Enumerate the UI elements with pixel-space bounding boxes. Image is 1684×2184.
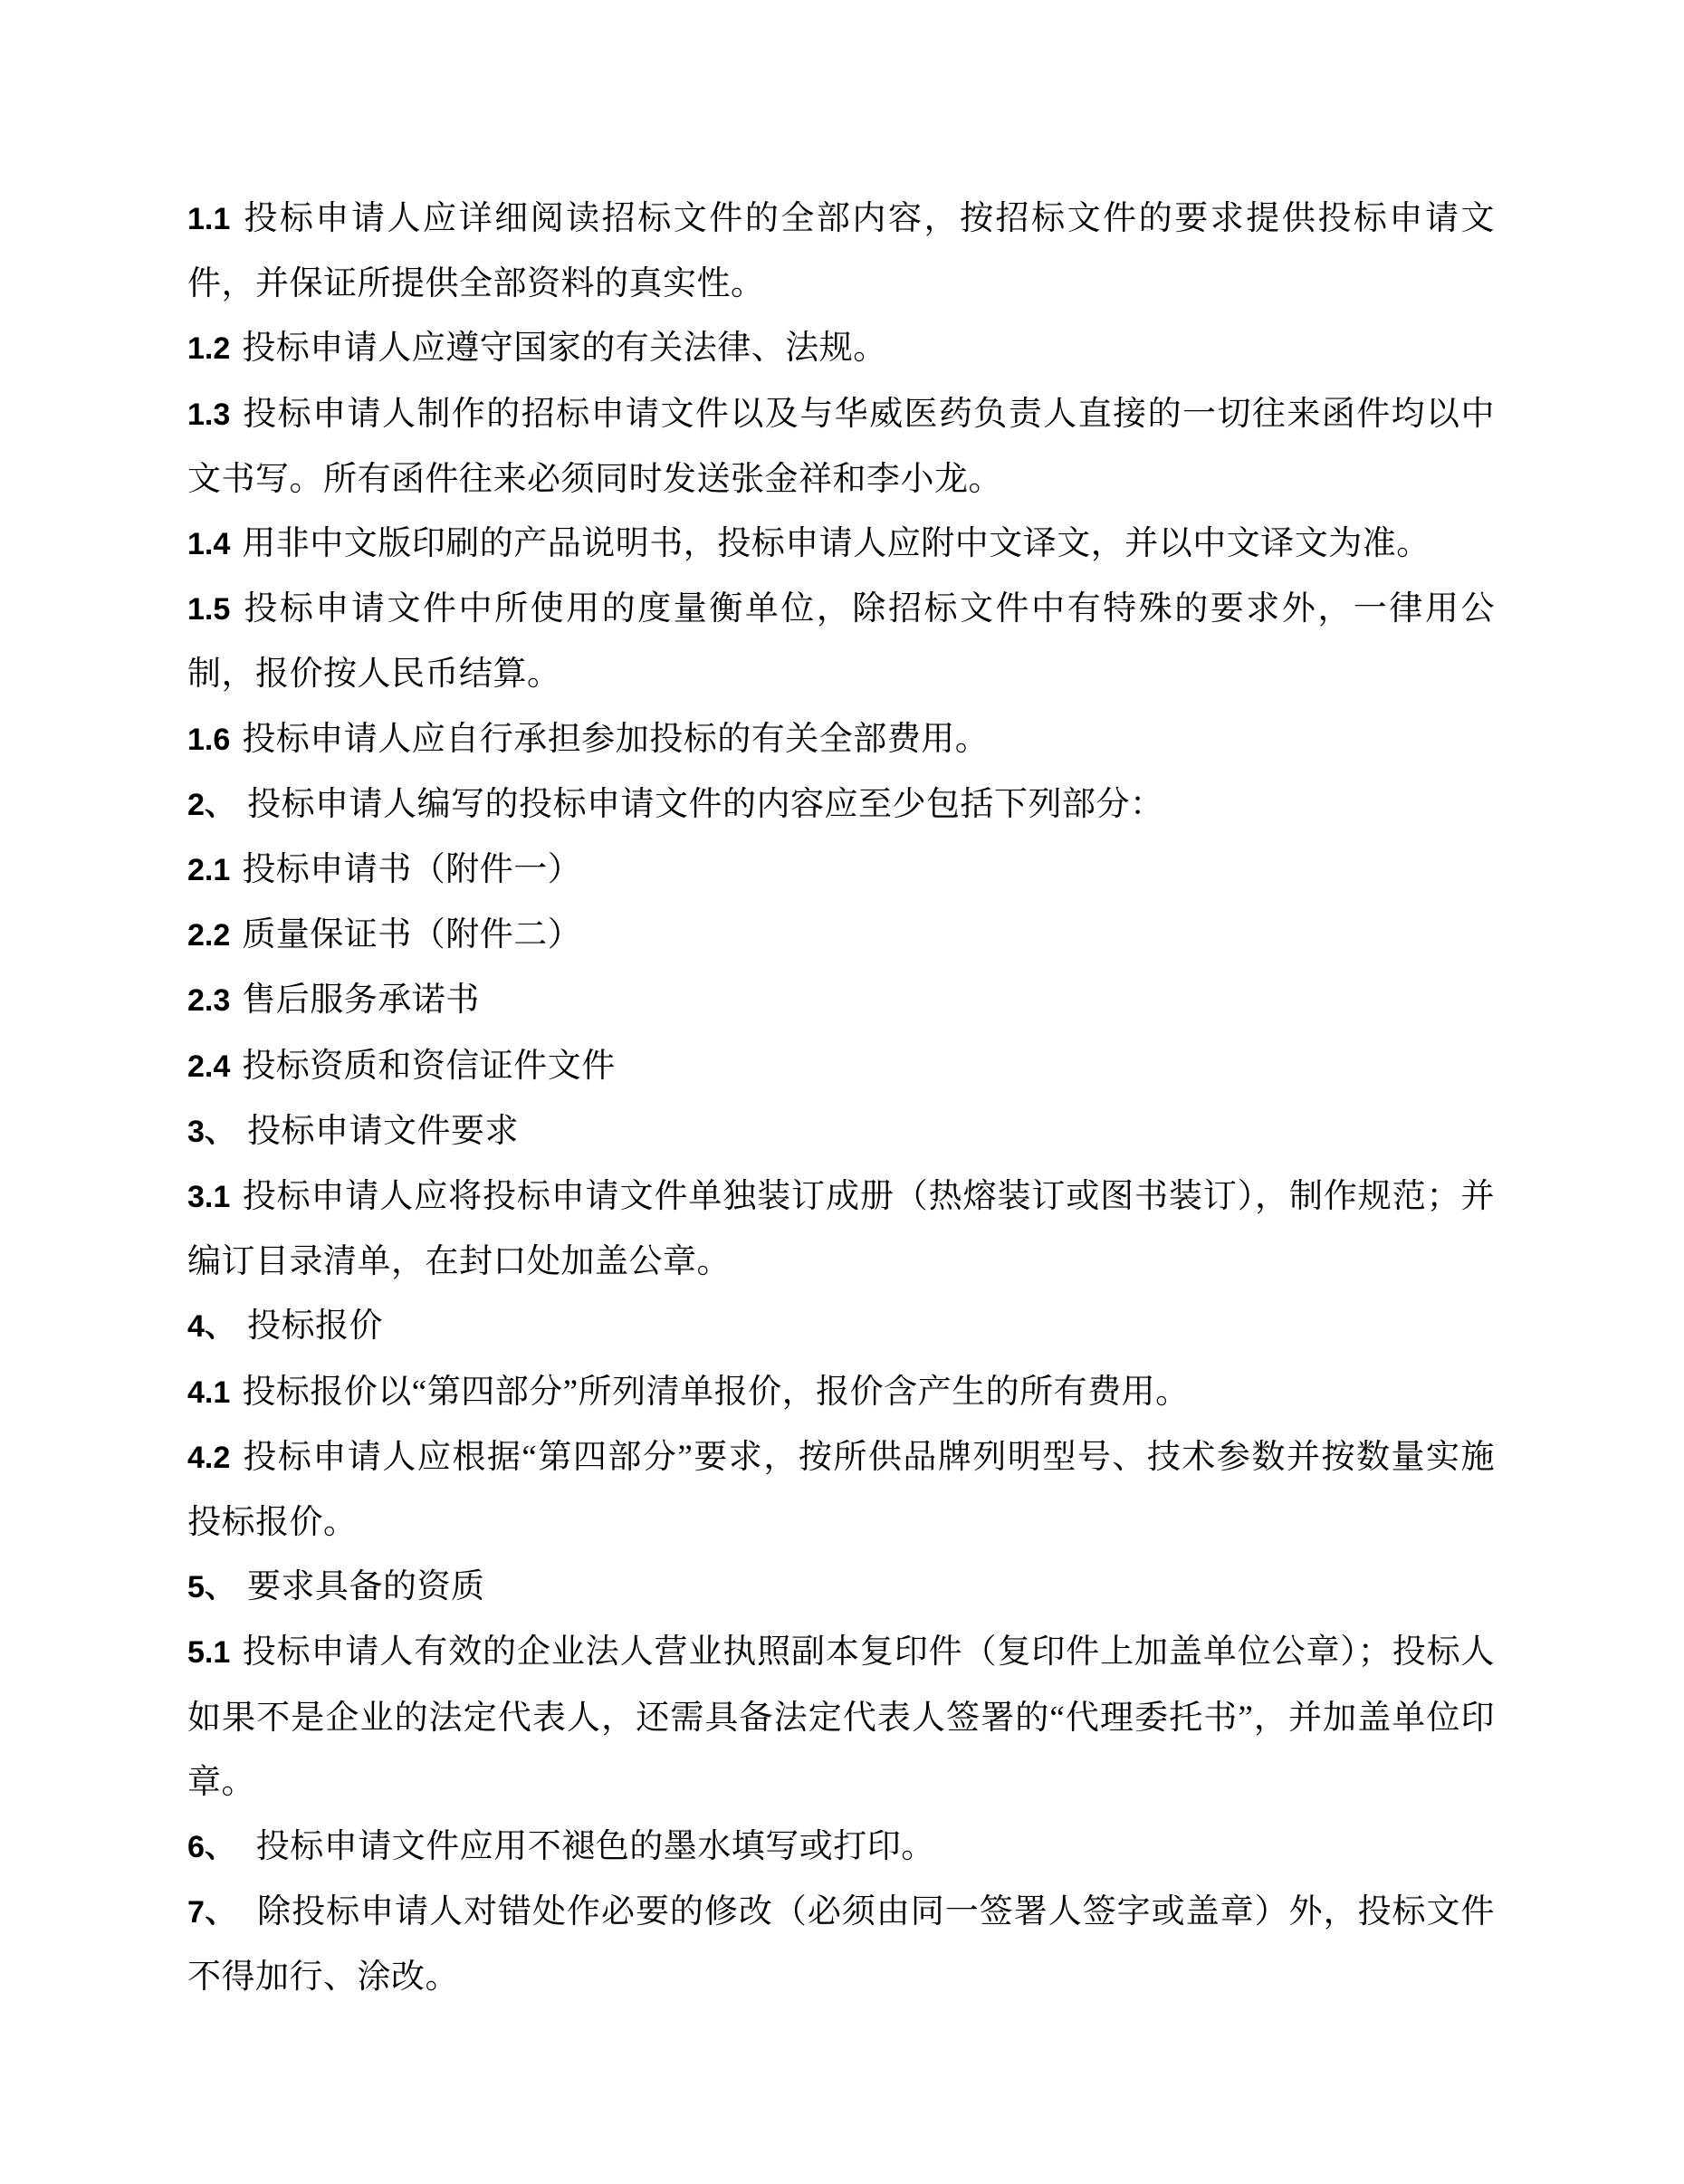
item-text: 投标申请文件中所使用的度量衡单位，除招标文件中有特殊的要求外，一律用公制，报价按人民币结算。 <box>187 590 1495 694</box>
paragraph <box>187 968 1495 1033</box>
paragraph <box>187 382 1495 512</box>
item-number: 2.2 <box>187 918 231 953</box>
paragraph <box>187 772 1495 838</box>
paragraph <box>187 1360 1495 1425</box>
item-text: 投标申请人制作的招标申请文件以及与华威医药负责人直接的一切往来函件均以中文书写。所有函件往来必须同时发送张金祥和李小龙。 <box>187 395 1495 498</box>
item-text: 投标报价以“第四部分”所列清单报价，报价含产生的所有费用。 <box>242 1373 1190 1411</box>
item-number: 1.3 <box>187 397 231 432</box>
item-text: 投标申请人应自行承担参加投标的有关全部费用。 <box>242 720 990 758</box>
paragraph <box>187 1815 1495 1880</box>
paragraph <box>187 1294 1495 1359</box>
item-number: 5、 <box>187 1570 235 1605</box>
item-text: 投标申请人有效的企业法人营业执照副本复印件（复印件上加盖单位公章）；投标人如果不是企业的法定代表人，还需具备法定代表人签署的“代理委托书”，并加盖单位印章。 <box>187 1633 1495 1801</box>
item-number: 1.4 <box>187 527 231 562</box>
item-number: 1.2 <box>187 331 231 367</box>
item-number: 2、 <box>187 787 235 822</box>
paragraph <box>187 1555 1495 1620</box>
paragraph <box>187 1620 1495 1815</box>
paragraph <box>187 707 1495 772</box>
item-text: 投标资质和资信证件文件 <box>242 1047 616 1085</box>
item-number: 6、 <box>187 1830 235 1865</box>
paragraph <box>187 577 1495 706</box>
item-text: 投标申请人编写的投标申请文件的内容应至少包括下列部分： <box>246 785 1164 823</box>
paragraph <box>187 316 1495 381</box>
item-text: 投标申请人应将投标申请文件单独装订成册（热熔装订或图书装订），制作规范；并编订目录清单，在封口处加盖公章。 <box>187 1178 1495 1281</box>
item-number: 3、 <box>187 1114 235 1149</box>
paragraph <box>187 1880 1495 2009</box>
item-number: 1.6 <box>187 722 231 757</box>
item-text: 质量保证书（附件二） <box>242 916 582 954</box>
paragraph <box>187 1425 1495 1555</box>
item-text: 投标申请书（附件一） <box>242 851 582 889</box>
item-text: 用非中文版印刷的产品说明书，投标申请人应附中文译文，并以中文译文为准。 <box>242 525 1430 563</box>
item-text: 要求具备的资质 <box>246 1568 485 1606</box>
item-text: 投标申请文件要求 <box>246 1112 519 1150</box>
item-number: 4、 <box>187 1309 235 1345</box>
item-number: 5.1 <box>187 1635 231 1671</box>
paragraph <box>187 512 1495 577</box>
item-number: 2.1 <box>187 853 231 888</box>
item-number: 1.5 <box>187 592 231 627</box>
item-text: 投标申请人应根据“第四部分”要求，按所供品牌列明型号、技术参数并按数量实施投标报价。 <box>187 1438 1495 1542</box>
paragraph <box>187 1099 1495 1164</box>
paragraph <box>187 838 1495 903</box>
paragraph <box>187 1034 1495 1099</box>
paragraph <box>187 903 1495 968</box>
item-text: 投标申请人应遵守国家的有关法律、法规。 <box>242 330 887 368</box>
item-number: 4.1 <box>187 1375 231 1410</box>
item-text: 投标报价 <box>246 1308 383 1346</box>
item-number: 7、 <box>187 1895 236 1930</box>
paragraph <box>187 1164 1495 1294</box>
item-text: 售后服务承诺书 <box>242 982 480 1020</box>
item-number: 2.3 <box>187 983 231 1019</box>
item-number: 1.1 <box>187 202 231 236</box>
item-number: 3.1 <box>187 1180 231 1215</box>
paragraph <box>187 187 1495 316</box>
item-text: 投标申请文件应用不褪色的墨水填写或打印。 <box>246 1828 935 1866</box>
item-text: 除投标申请人对错处作必要的修改（必须由同一签署人签字或盖章）外，投标文件不得加行、涂改。 <box>187 1893 1495 1997</box>
item-number: 2.4 <box>187 1049 231 1084</box>
item-number: 4.2 <box>187 1440 231 1475</box>
item-text: 投标申请人应详细阅读招标文件的全部内容，按招标文件的要求提供投标申请文件，并保证所提供全部资料的真实性。 <box>187 200 1495 303</box>
document-body-text <box>187 187 1495 2010</box>
